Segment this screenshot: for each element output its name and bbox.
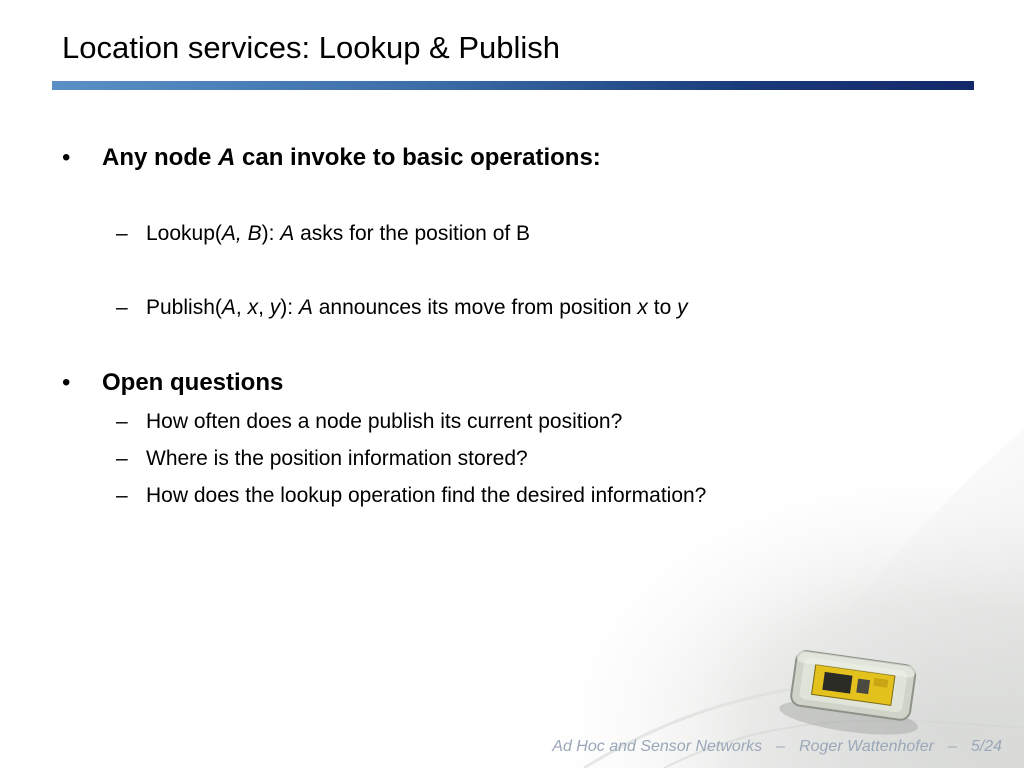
text-run-italic: y: [677, 296, 688, 319]
question-text: How often does a node publish its current position?: [146, 410, 623, 433]
dash-marker: –: [116, 484, 128, 507]
text-run: can invoke to basic operations:: [235, 144, 601, 171]
text-run: Publish(: [146, 296, 222, 319]
text-run: to: [647, 296, 678, 319]
text-run: ,: [235, 296, 248, 319]
text-run-italic: x: [247, 296, 259, 319]
bullet-marker: •: [62, 144, 71, 171]
text-run: ):: [261, 222, 281, 245]
footer-course: Ad Hoc and Sensor Networks: [552, 738, 763, 755]
text-run: asks for the position of B: [294, 222, 531, 245]
slide-footer: [552, 738, 1002, 756]
text-run-italic: A: [280, 222, 295, 245]
bullet-marker: •: [62, 369, 71, 396]
footer-author: Roger Wattenhofer: [799, 738, 934, 755]
dash-marker: –: [116, 410, 128, 433]
slide-title: Location services: Lookup & Publish: [62, 30, 561, 65]
text-run-italic: A: [221, 296, 236, 319]
text-run: Lookup(: [146, 222, 222, 245]
bullet-text: [102, 144, 601, 172]
text-run-italic: x: [637, 296, 648, 319]
text-run-italic: A, B: [221, 222, 262, 245]
text-run-italic: A: [298, 296, 313, 319]
text-run: announces its move from position: [312, 296, 638, 319]
subitem-text: [146, 296, 688, 320]
text-run: ,: [258, 296, 270, 319]
text-run: Any node: [102, 144, 219, 171]
dash-marker: –: [116, 296, 128, 319]
footer-separator: –: [947, 738, 957, 755]
question-text: Where is the position information stored?: [146, 447, 528, 470]
dash-marker: –: [116, 222, 128, 245]
text-run-italic: y: [269, 296, 281, 319]
title-underline-bar: [52, 81, 974, 90]
subitem-text: [146, 222, 530, 246]
text-run: ):: [280, 296, 299, 319]
bullet-text: Open questions: [102, 369, 284, 396]
footer-page-number: 5/24: [970, 738, 1002, 755]
dash-marker: –: [116, 447, 128, 470]
question-text: How does the lookup operation find the desired information?: [146, 484, 707, 507]
footer-separator: –: [776, 738, 786, 755]
sensor-node-image: [464, 388, 1024, 768]
text-run-italic: A: [218, 144, 236, 171]
